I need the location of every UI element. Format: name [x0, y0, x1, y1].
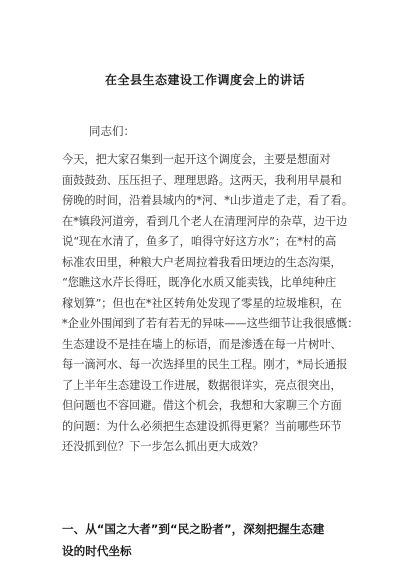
- heading-line: 一、从“国之大者”到“民之盼者”，深刻把握生态建: [62, 522, 325, 536]
- body-line: 生态建设不是挂在墙上的标语，而是渗透在每一片树叶、: [62, 337, 342, 351]
- body-line: 标准农田里，种粮大户老周拉着我看田埂边的生态沟渠，: [62, 255, 342, 269]
- document-title: 在全县生态建设工作调度会上的讲话: [104, 73, 305, 87]
- heading-line: 设的时代坐标: [62, 544, 132, 558]
- body-line: 稼划算”；但也在*社区转角处发现了零星的垃圾堆积，在: [62, 296, 342, 310]
- body-line: 傍晚的时间，沿着县域内的*河、*山步道走了走，看了看。: [62, 194, 353, 207]
- body-paragraph: [62, 150, 358, 458]
- body-line: 在*镇段河道旁，看到几个老人在清理河岸的杂草，边干边: [62, 214, 348, 228]
- section-heading: [62, 518, 358, 562]
- body-line: 了上半年生态建设工作进展，数据很详实，亮点很突出，: [62, 378, 342, 392]
- body-line: 的问题：为什么必须把生态建设抓得更紧？当前哪些环节: [62, 419, 342, 433]
- body-line: 面鼓鼓劲、压压担子、理理思路。这两天，我利用早晨和: [62, 173, 342, 187]
- body-line: 每一滴河水、每一次选择里的民生工程。刚才，*局长通报: [62, 358, 348, 371]
- body-line: 但问题也不容回避。借这个机会，我想和大家聊三个方面: [62, 399, 342, 412]
- body-line: “您瞧这水芹长得旺，既净化水质又能卖钱，比单纯种庄: [62, 276, 337, 289]
- salutation: 同志们：: [89, 124, 135, 138]
- body-line: *企业外围闻到了若有若无的异味——这些细节让我很感慨：: [62, 317, 358, 330]
- body-line: 说“现在水清了，鱼多了，咱得守好这方水”；在*村的高: [62, 235, 337, 248]
- body-line: 还没抓到位？下一步怎么抓出更大成效？: [62, 440, 264, 453]
- body-line: 今天，把大家召集到一起开这个调度会，主要是想面对: [62, 153, 331, 166]
